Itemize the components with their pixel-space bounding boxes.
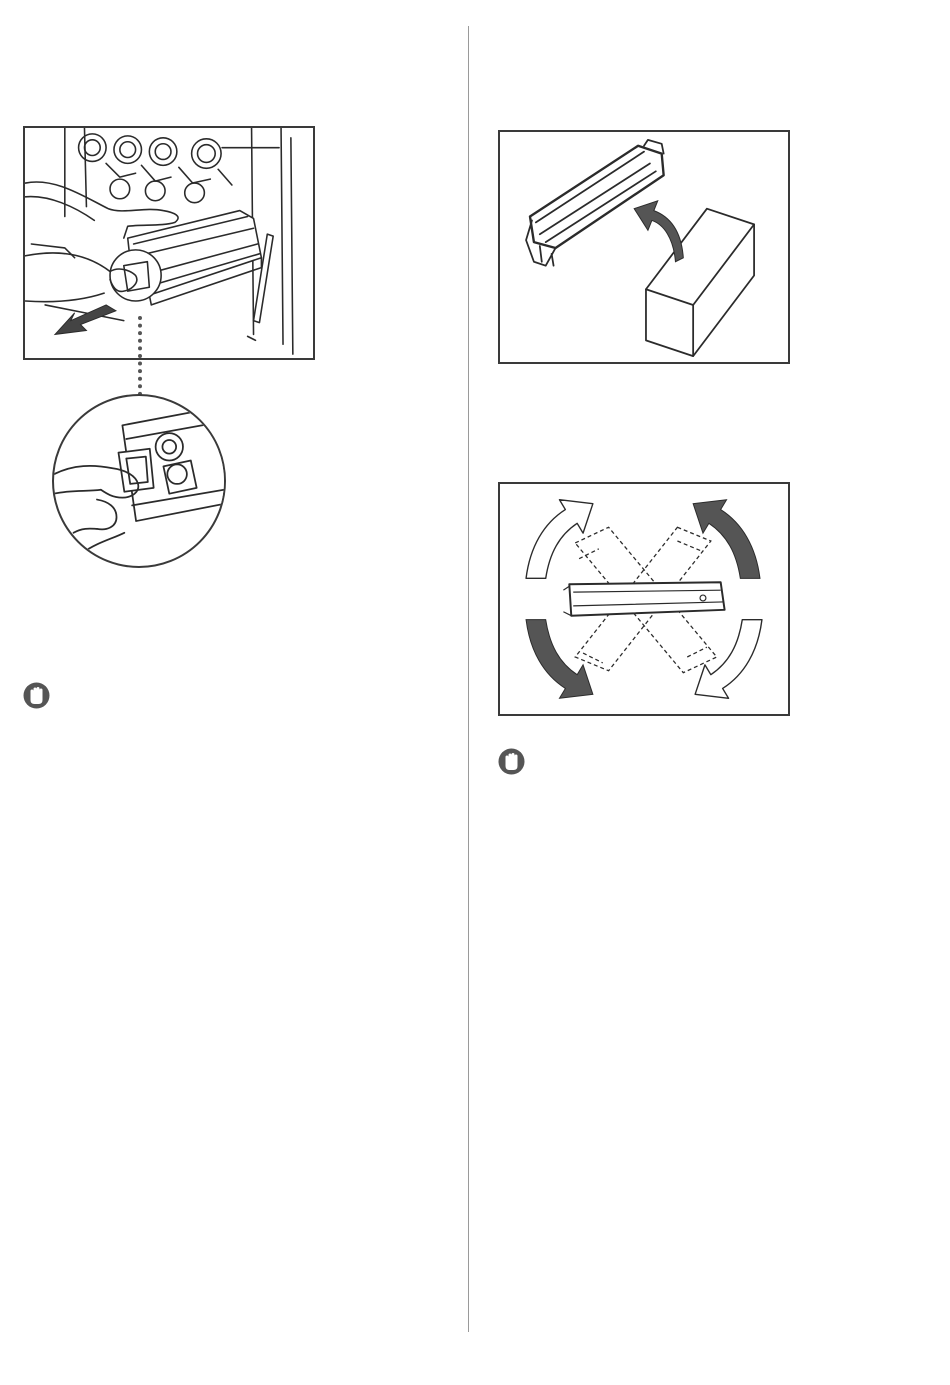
caution-hand-icon [498,748,525,775]
grip-detail-illustration [54,396,224,566]
drum-from-box-illustration [500,132,788,362]
do-not-tilt-figure [498,482,790,716]
do-not-tilt-illustration [500,484,788,714]
zoom-leader-line [138,316,142,396]
caution-hand-icon [23,682,50,709]
remove-drum-illustration [25,128,313,358]
column-divider [468,26,469,1332]
drum-from-box-figure [498,130,790,364]
grip-detail-zoom [52,394,226,568]
remove-drum-figure [23,126,315,360]
